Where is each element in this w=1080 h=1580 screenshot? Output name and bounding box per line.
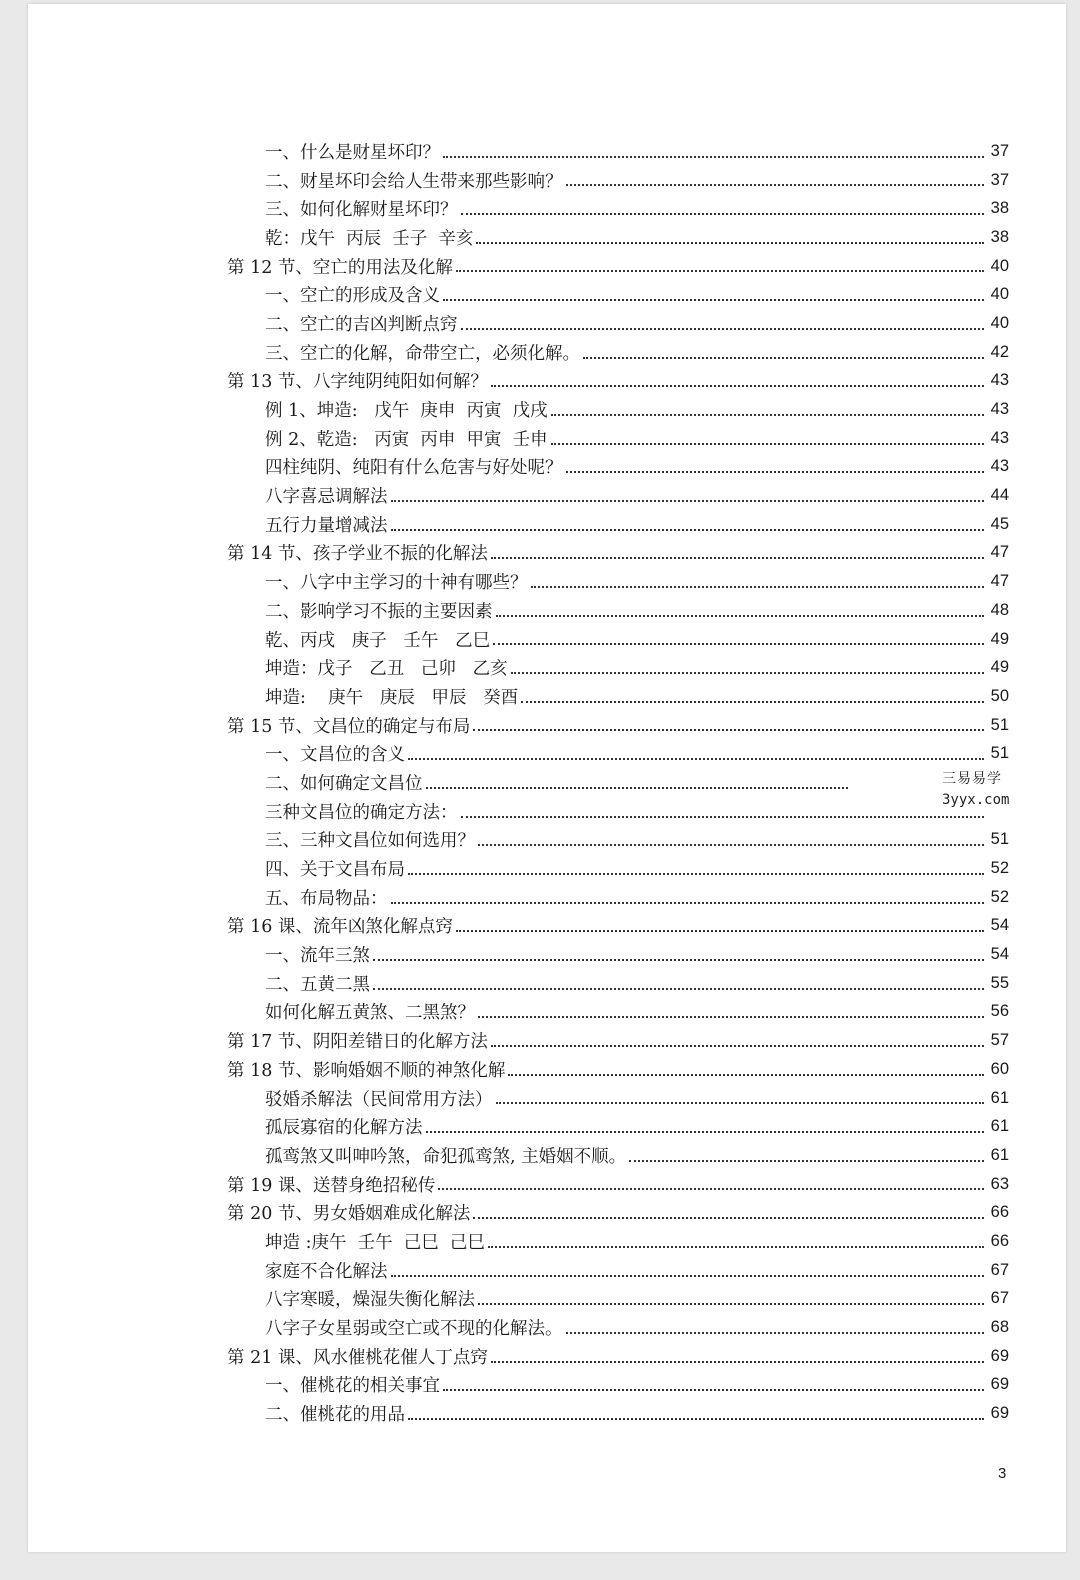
toc-entry-page: 50 [990, 686, 1009, 705]
toc-entry-page: 37 [990, 141, 1009, 160]
toc-leader-dots [491, 1044, 984, 1047]
toc-entry-page: 54 [990, 945, 1009, 964]
toc-entry-page: 52 [990, 859, 1009, 878]
toc-entry [227, 826, 1009, 855]
toc-entry-page: 43 [990, 371, 1009, 390]
toc-entry-page: 40 [990, 285, 1009, 304]
toc-entry [227, 510, 1009, 539]
toc-entry-title: 二、空亡的吉凶判断点窍 [265, 314, 458, 335]
toc-entry [227, 883, 1009, 912]
toc-entry-page: 61 [990, 1117, 1009, 1136]
toc-leader-dots [566, 470, 985, 473]
toc-entry [227, 137, 1009, 166]
toc-entry-page: 38 [990, 199, 1009, 218]
toc-entry-title: 一、流年三煞 [265, 946, 370, 967]
toc-entry-page: 68 [990, 1318, 1009, 1337]
toc-entry-page: 38 [990, 227, 1009, 246]
toc-entry [227, 453, 1009, 482]
toc-leader-dots [443, 298, 984, 301]
toc-entry-title: 家庭不合化解法 [265, 1261, 388, 1282]
toc-leader-dots [551, 442, 984, 445]
toc-entry-title: 乾、丙戌 庚子 壬午 乙巳 [265, 630, 491, 651]
toc-entry [227, 194, 1009, 223]
toc-entry-title: 四、关于文昌布局 [265, 860, 405, 881]
toc-entry [227, 395, 1009, 424]
toc-entry-page: 51 [990, 830, 1009, 849]
toc-entry [227, 280, 1009, 309]
toc-entry-page: 49 [990, 658, 1009, 677]
toc-entry-page: 51 [990, 715, 1009, 734]
toc-entry-title: 驳婚杀解法（民间常用方法） [265, 1089, 493, 1110]
toc-entry-title: 第 13 节、八字纯阴纯阳如何解？ [227, 372, 488, 393]
toc-leader-dots [566, 183, 985, 186]
toc-leader-dots [391, 499, 985, 502]
toc-entry [227, 1371, 1009, 1400]
toc-entry [227, 1342, 1009, 1371]
toc-entry [227, 567, 1009, 596]
toc-entry-title: 第 16 课、流年凶煞化解点窍 [227, 917, 453, 938]
toc-entry-page: 66 [990, 1203, 1009, 1222]
toc-entry-title: 四柱纯阴、纯阳有什么危害与好处呢？ [265, 458, 563, 479]
toc-leader-dots [521, 700, 984, 703]
toc-leader-dots [408, 872, 984, 875]
toc-leader-dots [531, 585, 985, 588]
toc-leader-dots [391, 1274, 985, 1277]
toc-entry-page: 61 [990, 1088, 1009, 1107]
toc-entry-page: 60 [990, 1059, 1009, 1078]
toc-entry [227, 711, 1009, 740]
toc-leader-dots [391, 901, 985, 904]
toc-entry [227, 940, 1009, 969]
toc-entry [227, 1084, 1009, 1113]
toc-entry-title: 一、八字中主学习的十神有哪些？ [265, 573, 528, 594]
toc-leader-dots [629, 1159, 984, 1162]
toc-entry-title: 二、催桃花的用品 [265, 1405, 405, 1426]
watermark-site: 3yyx.com [942, 792, 1010, 808]
toc-entry-title: 坤造: 庚午 庚辰 甲辰 癸酉 [265, 687, 519, 708]
toc-entry-page: 69 [990, 1375, 1009, 1394]
toc-entry-title: 孤辰寡宿的化解方法 [265, 1118, 423, 1139]
toc-entry [227, 1141, 1009, 1170]
toc-leader-dots [373, 987, 984, 990]
toc-entry-page: 61 [990, 1145, 1009, 1164]
toc-entry-page: 57 [990, 1031, 1009, 1050]
toc-entry-page: 67 [990, 1260, 1009, 1279]
toc-entry-page: 37 [990, 170, 1009, 189]
toc-entry [227, 1055, 1009, 1084]
toc-entry-title: 五行力量增减法 [265, 515, 388, 536]
toc-entry-page: 47 [990, 543, 1009, 562]
toc-entry [227, 1399, 1009, 1428]
toc-entry-title: 如何化解五黄煞、二黑煞？ [265, 1003, 475, 1024]
toc-entry-page: 45 [990, 514, 1009, 533]
watermark-name: 三易易学 [942, 771, 1002, 787]
toc-leader-dots [473, 728, 984, 731]
toc-entry [227, 1170, 1009, 1199]
toc-entry-page: 40 [990, 313, 1009, 332]
toc-entry [227, 1112, 1009, 1141]
toc-entry-title: 孤鸾煞又叫呻吟煞，命犯孤鸾煞, 主婚姻不顺。 [265, 1146, 627, 1167]
toc-leader-dots [491, 384, 984, 387]
toc-entry [227, 539, 1009, 568]
toc-entry [227, 309, 1009, 338]
toc-entry-page: 44 [990, 486, 1009, 505]
page-number: 3 [998, 1465, 1007, 1482]
toc-entry [227, 912, 1009, 941]
toc-leader-dots [443, 155, 984, 158]
toc-entry [227, 1285, 1009, 1314]
toc-entry [227, 223, 1009, 252]
watermark [850, 762, 1010, 814]
toc-leader-dots [511, 671, 984, 674]
toc-entry-title: 第 17 节、阴阳差错日的化解方法 [227, 1032, 488, 1053]
toc-leader-dots [496, 1101, 985, 1104]
toc-leader-dots [478, 1015, 984, 1018]
toc-entry [227, 596, 1009, 625]
toc-entry-title: 三、三种文昌位如何选用？ [265, 831, 475, 852]
toc-entry-title: 乾：戊午 丙辰 壬子 辛亥 [265, 228, 474, 249]
toc-entry-title: 例 1、坤造: 戊午 庚申 丙寅 戊戌 [265, 401, 548, 422]
toc-entry-page: 69 [990, 1404, 1009, 1423]
toc-entry [227, 625, 1009, 654]
toc-entry-page: 48 [990, 600, 1009, 619]
toc-entry-title: 三种文昌位的确定方法： [265, 802, 458, 823]
toc-entry [227, 1198, 1009, 1227]
toc-leader-dots [551, 413, 984, 416]
toc-entry [227, 481, 1009, 510]
toc-entry-page: 52 [990, 887, 1009, 906]
toc-entry-title: 八字喜忌调解法 [265, 487, 388, 508]
toc-leader-dots [438, 1187, 984, 1190]
toc-leader-dots [478, 843, 984, 846]
toc-leader-dots [566, 1331, 985, 1334]
toc-leader-dots [491, 556, 984, 559]
toc-leader-dots [493, 642, 984, 645]
toc-leader-dots [508, 1073, 984, 1076]
toc-entry-page: 67 [990, 1289, 1009, 1308]
toc-entry-title: 第 15 节、文昌位的确定与布局 [227, 716, 471, 737]
toc-entry-title: 第 18 节、影响婚姻不顺的神煞化解 [227, 1060, 506, 1081]
toc-entry-page: 69 [990, 1346, 1009, 1365]
toc-entry-page: 63 [990, 1174, 1009, 1193]
toc-entry [227, 854, 1009, 883]
toc-entry [227, 166, 1009, 195]
toc-leader-dots [373, 958, 984, 961]
toc-entry-title: 第 20 节、男女婚姻难成化解法 [227, 1204, 471, 1225]
toc-entry-title: 一、空亡的形成及含义 [265, 286, 440, 307]
toc-entry-title: 二、如何确定文昌位 [265, 773, 423, 794]
toc-leader-dots [443, 1388, 984, 1391]
toc-entry-page: 43 [990, 457, 1009, 476]
toc-entry-title: 二、影响学习不振的主要因素 [265, 601, 493, 622]
toc-entry-page: 56 [990, 1002, 1009, 1021]
toc-entry-title: 八字寒暖，燥湿失衡化解法 [265, 1290, 475, 1311]
toc-entry [227, 682, 1009, 711]
toc-leader-dots [456, 929, 984, 932]
toc-leader-dots [461, 327, 985, 330]
toc-leader-dots [391, 528, 985, 531]
toc-entry-title: 坤造 :庚午 壬午 己巳 己巳 [265, 1232, 485, 1253]
toc-leader-dots [408, 757, 984, 760]
toc-entry-title: 一、什么是财星坏印？ [265, 142, 440, 163]
toc-leader-dots [461, 212, 985, 215]
toc-leader-dots [426, 1130, 985, 1133]
toc-entry-page: 40 [990, 256, 1009, 275]
toc-entry-page: 51 [990, 744, 1009, 763]
toc-entry-title: 一、文昌位的含义 [265, 745, 405, 766]
toc-entry-page: 47 [990, 572, 1009, 591]
toc-entry [227, 1256, 1009, 1285]
toc-leader-dots [491, 1360, 984, 1363]
toc-leader-dots [488, 1245, 984, 1248]
toc-entry-title: 第 21 课、风水催桃花催人丁点窍 [227, 1347, 488, 1368]
toc-leader-dots [583, 356, 984, 359]
toc-entry [227, 424, 1009, 453]
toc-entry [227, 1026, 1009, 1055]
toc-entry [227, 1313, 1009, 1342]
toc-leader-dots [473, 1216, 984, 1219]
document-page [28, 4, 1066, 1552]
toc-entry [227, 338, 1009, 367]
toc-leader-dots [496, 614, 985, 617]
toc-entry-title: 三、空亡的化解，命带空亡，必须化解。 [265, 343, 580, 364]
toc-entry-title: 八字子女星弱或空亡或不现的化解法。 [265, 1319, 563, 1340]
toc-entry-page: 43 [990, 428, 1009, 447]
toc-leader-dots [456, 269, 984, 272]
toc-entry-page: 43 [990, 400, 1009, 419]
toc-entry-page: 42 [990, 342, 1009, 361]
toc-entry-page: 54 [990, 916, 1009, 935]
toc-entry-title: 三、如何化解财星坏印？ [265, 200, 458, 221]
toc-entry-title: 例 2、乾造: 丙寅 丙申 甲寅 壬申 [265, 429, 548, 450]
toc-leader-dots [478, 1302, 984, 1305]
toc-leader-dots [408, 1417, 984, 1420]
toc-entry-title: 第 19 课、送替身绝招秘传 [227, 1175, 436, 1196]
toc-entry-page: 66 [990, 1231, 1009, 1250]
toc-entry [227, 1227, 1009, 1256]
toc-entry [227, 367, 1009, 396]
toc-entry [227, 252, 1009, 281]
toc-entry-title: 二、财星坏印会给人生带来那些影响？ [265, 171, 563, 192]
toc-entry-title: 五、布局物品： [265, 888, 388, 909]
toc-entry-title: 第 14 节、孩子学业不振的化解法 [227, 544, 488, 565]
toc-leader-dots [476, 241, 984, 244]
toc-entry-title: 一、催桃花的相关事宜 [265, 1376, 440, 1397]
toc-entry-title: 坤造：戊子 乙丑 己卯 乙亥 [265, 659, 508, 680]
toc-entry-title: 第 12 节、空亡的用法及化解 [227, 257, 453, 278]
toc-entry [227, 653, 1009, 682]
toc-entry-page: 49 [990, 629, 1009, 648]
toc-entry [227, 998, 1009, 1027]
toc-entry [227, 969, 1009, 998]
toc-entry-title: 二、五黄二黑 [265, 974, 370, 995]
toc-leader-dots [461, 815, 985, 818]
toc-entry-page: 55 [990, 973, 1009, 992]
